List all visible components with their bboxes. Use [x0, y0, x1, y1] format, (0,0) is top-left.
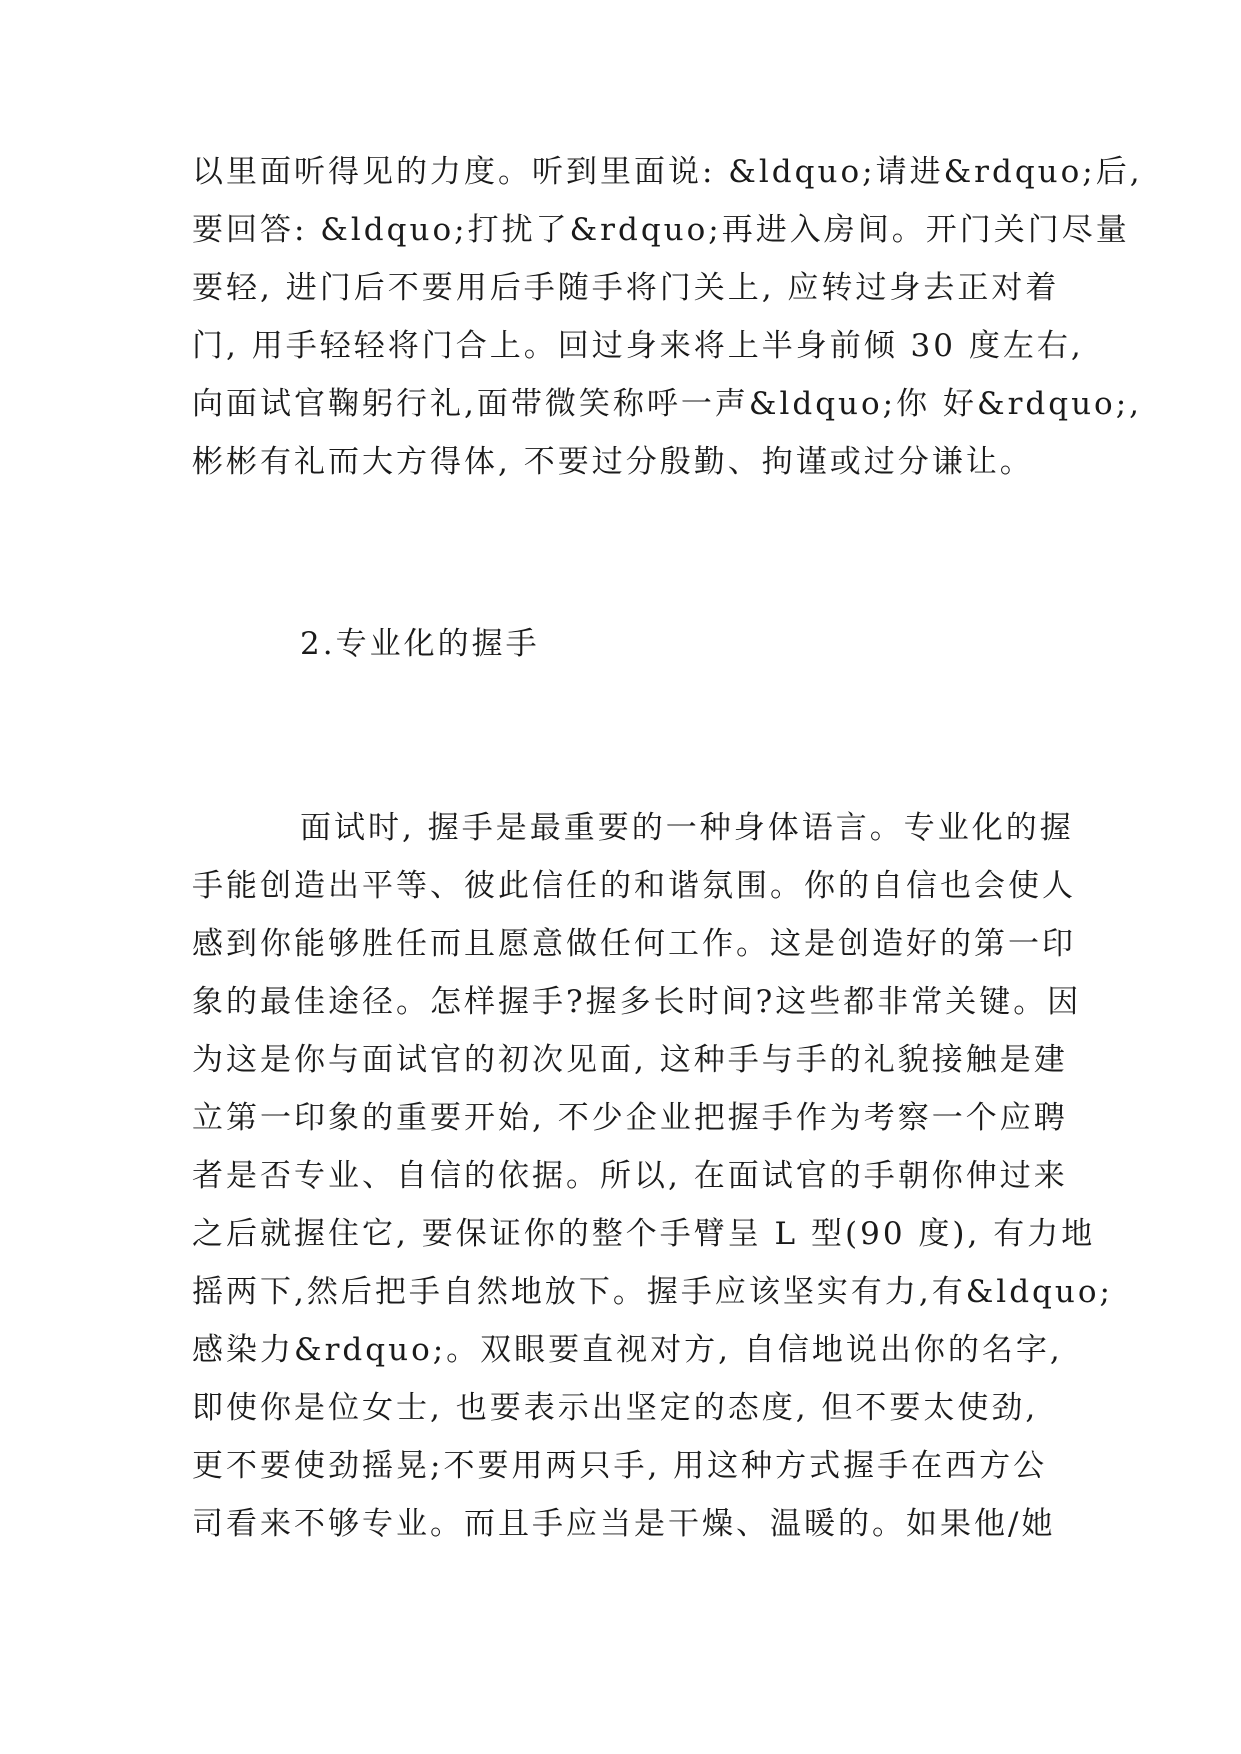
paragraph-2-line-9: 摇两下,然后把手自然地放下。握手应该坚实有力,有&ldquo;: [192, 1274, 1113, 1310]
paragraph-1-line-4: 门, 用手轻轻将门合上。回过身来将上半身前倾 30 度左右,: [192, 328, 1084, 364]
paragraph-2-line-1: 面试时, 握手是最重要的一种身体语言。专业化的握: [300, 810, 1074, 846]
paragraph-2-line-10: 感染力&rdquo;。双眼要直视对方, 自信地说出你的名字,: [192, 1332, 1063, 1368]
paragraph-1-line-5: 向面试官鞠躬行礼,面带微笑称呼一声&ldquo;你 好&rdquo;,: [192, 386, 1143, 422]
paragraph-2-line-8: 之后就握住它, 要保证你的整个手臂呈 L 型(90 度), 有力地: [192, 1216, 1096, 1252]
paragraph-2-line-11: 即使你是位女士, 也要表示出坚定的态度, 但不要太使劲,: [192, 1390, 1039, 1426]
paragraph-1-line-2: 要回答: &ldquo;打扰了&rdquo;再进入房间。开门关门尽量: [192, 212, 1130, 248]
paragraph-2-line-5: 为这是你与面试官的初次见面, 这种手与手的礼貌接触是建: [192, 1042, 1068, 1078]
paragraph-2-line-2: 手能创造出平等、彼此信任的和谐氛围。你的自信也会使人: [192, 868, 1076, 904]
paragraph-2-line-12: 更不要使劲摇晃;不要用两只手, 用这种方式握手在西方公: [192, 1448, 1048, 1484]
section-heading: 2.专业化的握手: [300, 626, 540, 662]
paragraph-2-line-7: 者是否专业、自信的依据。所以, 在面试官的手朝你伸过来: [192, 1158, 1068, 1194]
paragraph-2-line-3: 感到你能够胜任而且愿意做任何工作。这是创造好的第一印: [192, 926, 1076, 962]
paragraph-1-line-3: 要轻, 进门后不要用后手随手将门关上, 应转过身去正对着: [192, 270, 1060, 306]
paragraph-2-line-4: 象的最佳途径。怎样握手?握多长时间?这些都非常关键。因: [192, 984, 1082, 1020]
paragraph-1-line-6: 彬彬有礼而大方得体, 不要过分殷勤、拘谨或过分谦让。: [192, 444, 1034, 480]
paragraph-2-line-6: 立第一印象的重要开始, 不少企业把握手作为考察一个应聘: [192, 1100, 1068, 1136]
paragraph-2-line-13: 司看来不够专业。而且手应当是干燥、温暖的。如果他/她: [192, 1506, 1056, 1542]
paragraph-1-line-1: 以里面听得见的力度。听到里面说: &ldquo;请进&rdquo;后,: [192, 154, 1143, 190]
